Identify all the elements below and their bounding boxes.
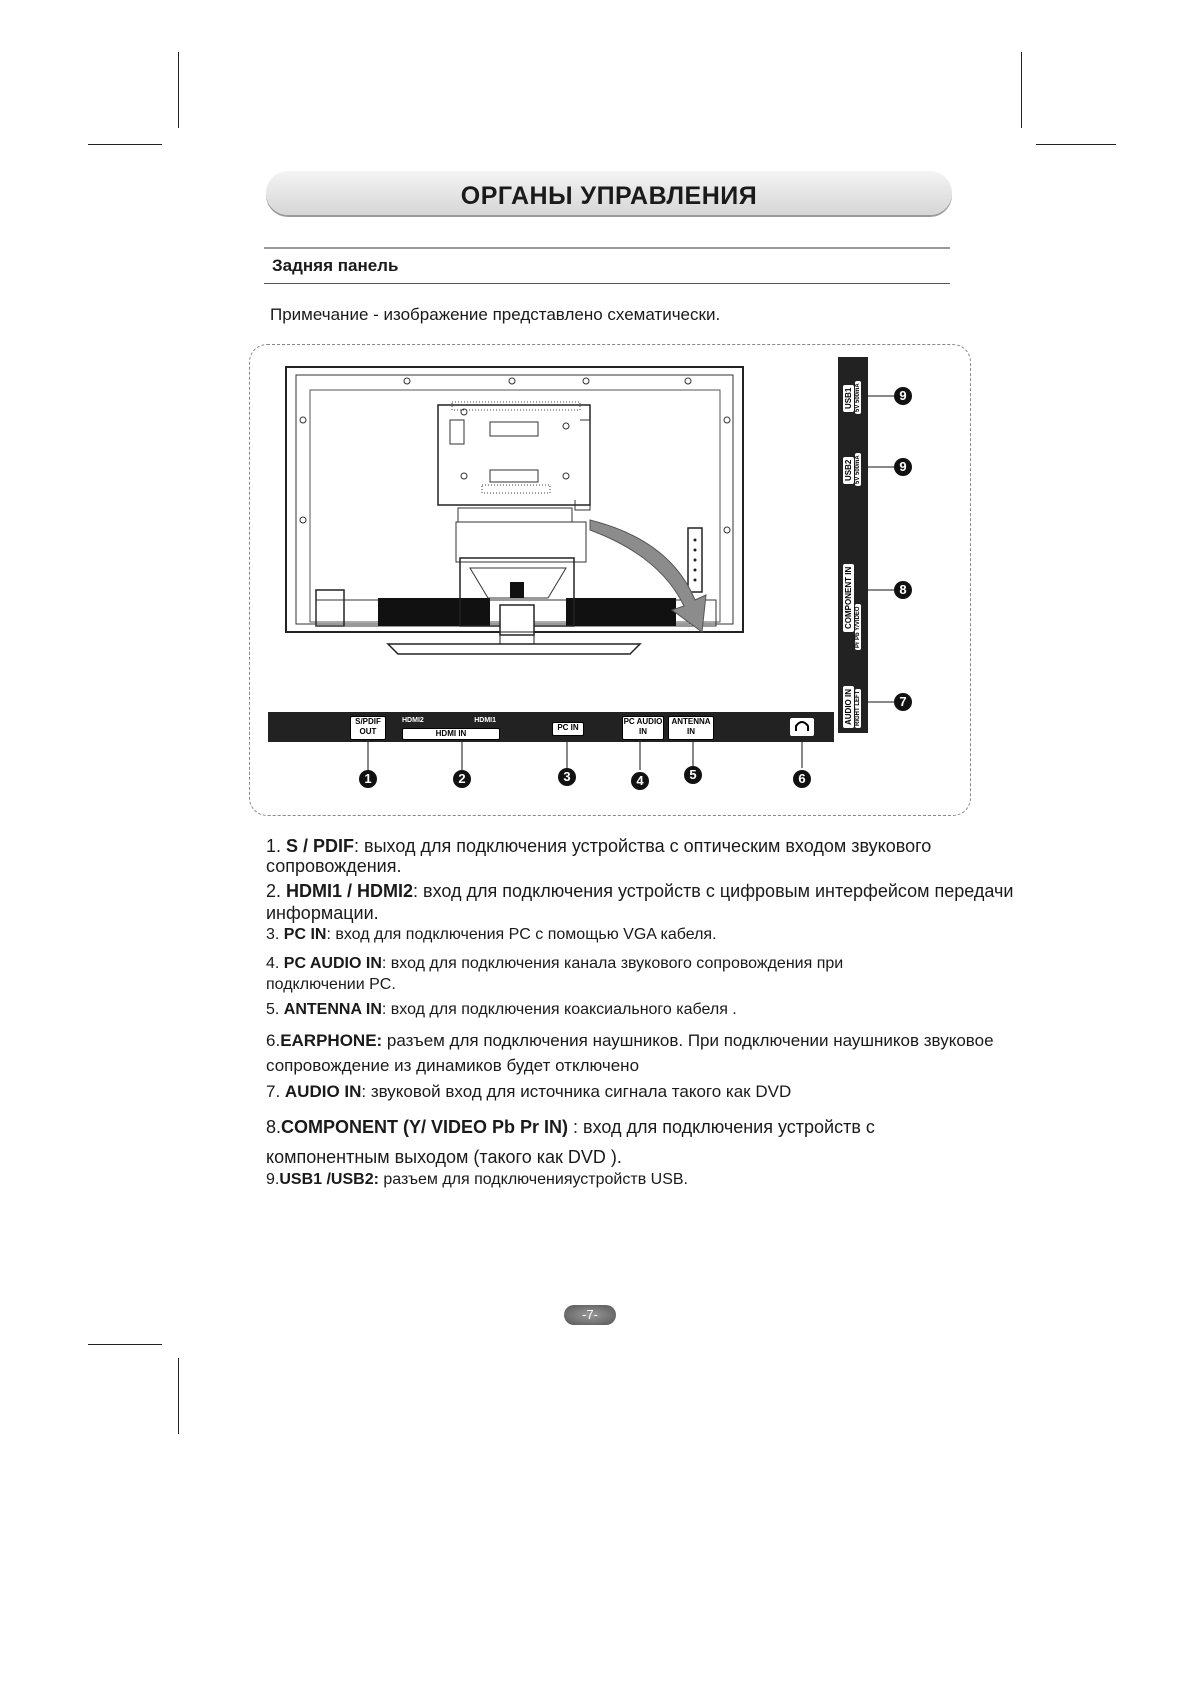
description-6: 6.EARPHONE: разъем для подключения наушников. При подключении наушников звуковое сопровождение из динамиков будет отключено bbox=[266, 1031, 994, 1075]
description-9: 9.USB1 /USB2: разъем для подключенияустройств USB. bbox=[266, 1171, 688, 1188]
callout-9-usb2: 9 bbox=[894, 458, 912, 476]
port-label-audio-in: AUDIO IN bbox=[843, 686, 854, 728]
description-5: 5. ANTENNA IN: вход для подключения коаксиального кабеля . bbox=[266, 1001, 737, 1018]
description-8: 8.COMPONENT (Y/ VIDEO Pb Pr IN) : вход для подключения устройств с компонентным выходом (такого как DVD ). bbox=[266, 1117, 875, 1167]
description-3: 3. PC IN: вход для подключения PC с помощью VGA кабеля. bbox=[266, 926, 717, 943]
port-label-hdmi2: HDMI2 bbox=[402, 717, 424, 724]
section-title: Задняя панель bbox=[272, 256, 399, 275]
port-label-component-in: COMPONENT IN bbox=[843, 564, 854, 632]
callout-3: 3 bbox=[558, 768, 576, 786]
description-4: 4. PC AUDIO IN: вход для подключения канала звукового сопровождения при подключении PC. bbox=[266, 955, 844, 993]
port-label-usb2: USB2 bbox=[843, 457, 854, 484]
port-label-usb1-sub: 5V 500mA bbox=[855, 383, 861, 412]
port-label-pc-in: PC IN bbox=[552, 722, 584, 736]
callout-8: 8 bbox=[894, 581, 912, 599]
callout-9-usb1: 9 bbox=[894, 387, 912, 405]
port-label-hdmi-in: HDMI IN bbox=[402, 728, 500, 740]
section-note: Примечание - изображение представлено схематически. bbox=[270, 305, 721, 324]
port-label-spdif: S/PDIF OUT bbox=[350, 716, 386, 740]
earphone-icon bbox=[790, 718, 814, 736]
callout-4: 4 bbox=[631, 772, 649, 790]
port-label-hdmi1: HDMI1 bbox=[474, 717, 496, 724]
callout-6: 6 bbox=[793, 770, 811, 788]
port-label-component-sub: Pr Pb Y/VIDEO bbox=[855, 606, 861, 648]
callout-7: 7 bbox=[894, 693, 912, 711]
port-label-audio-sub: RIGHT LEFT bbox=[855, 690, 861, 726]
port-label-usb1: USB1 bbox=[843, 385, 854, 412]
page-title: ОРГАНЫ УПРАВЛЕНИЯ bbox=[460, 182, 758, 210]
callout-1: 1 bbox=[359, 770, 377, 788]
description-1: 1. S / PDIF: выход для подключения устройства с оптическим входом звукового сопровождения. bbox=[266, 836, 932, 876]
port-label-pc-audio-in: PC AUDIO IN bbox=[622, 716, 664, 740]
callout-2: 2 bbox=[453, 770, 471, 788]
description-2: 2. HDMI1 / HDMI2: вход для подключения устройств с цифровым интерфейсом передачи информации. bbox=[266, 881, 1014, 923]
callout-5: 5 bbox=[684, 766, 702, 784]
page-number: -7- bbox=[564, 1305, 616, 1325]
port-label-antenna-in: ANTENNA IN bbox=[668, 716, 714, 740]
port-label-usb2-sub: 5V 500mA bbox=[855, 455, 861, 484]
description-7: 7. AUDIO IN: звуковой вход для источника сигнала такого как DVD bbox=[266, 1082, 792, 1101]
